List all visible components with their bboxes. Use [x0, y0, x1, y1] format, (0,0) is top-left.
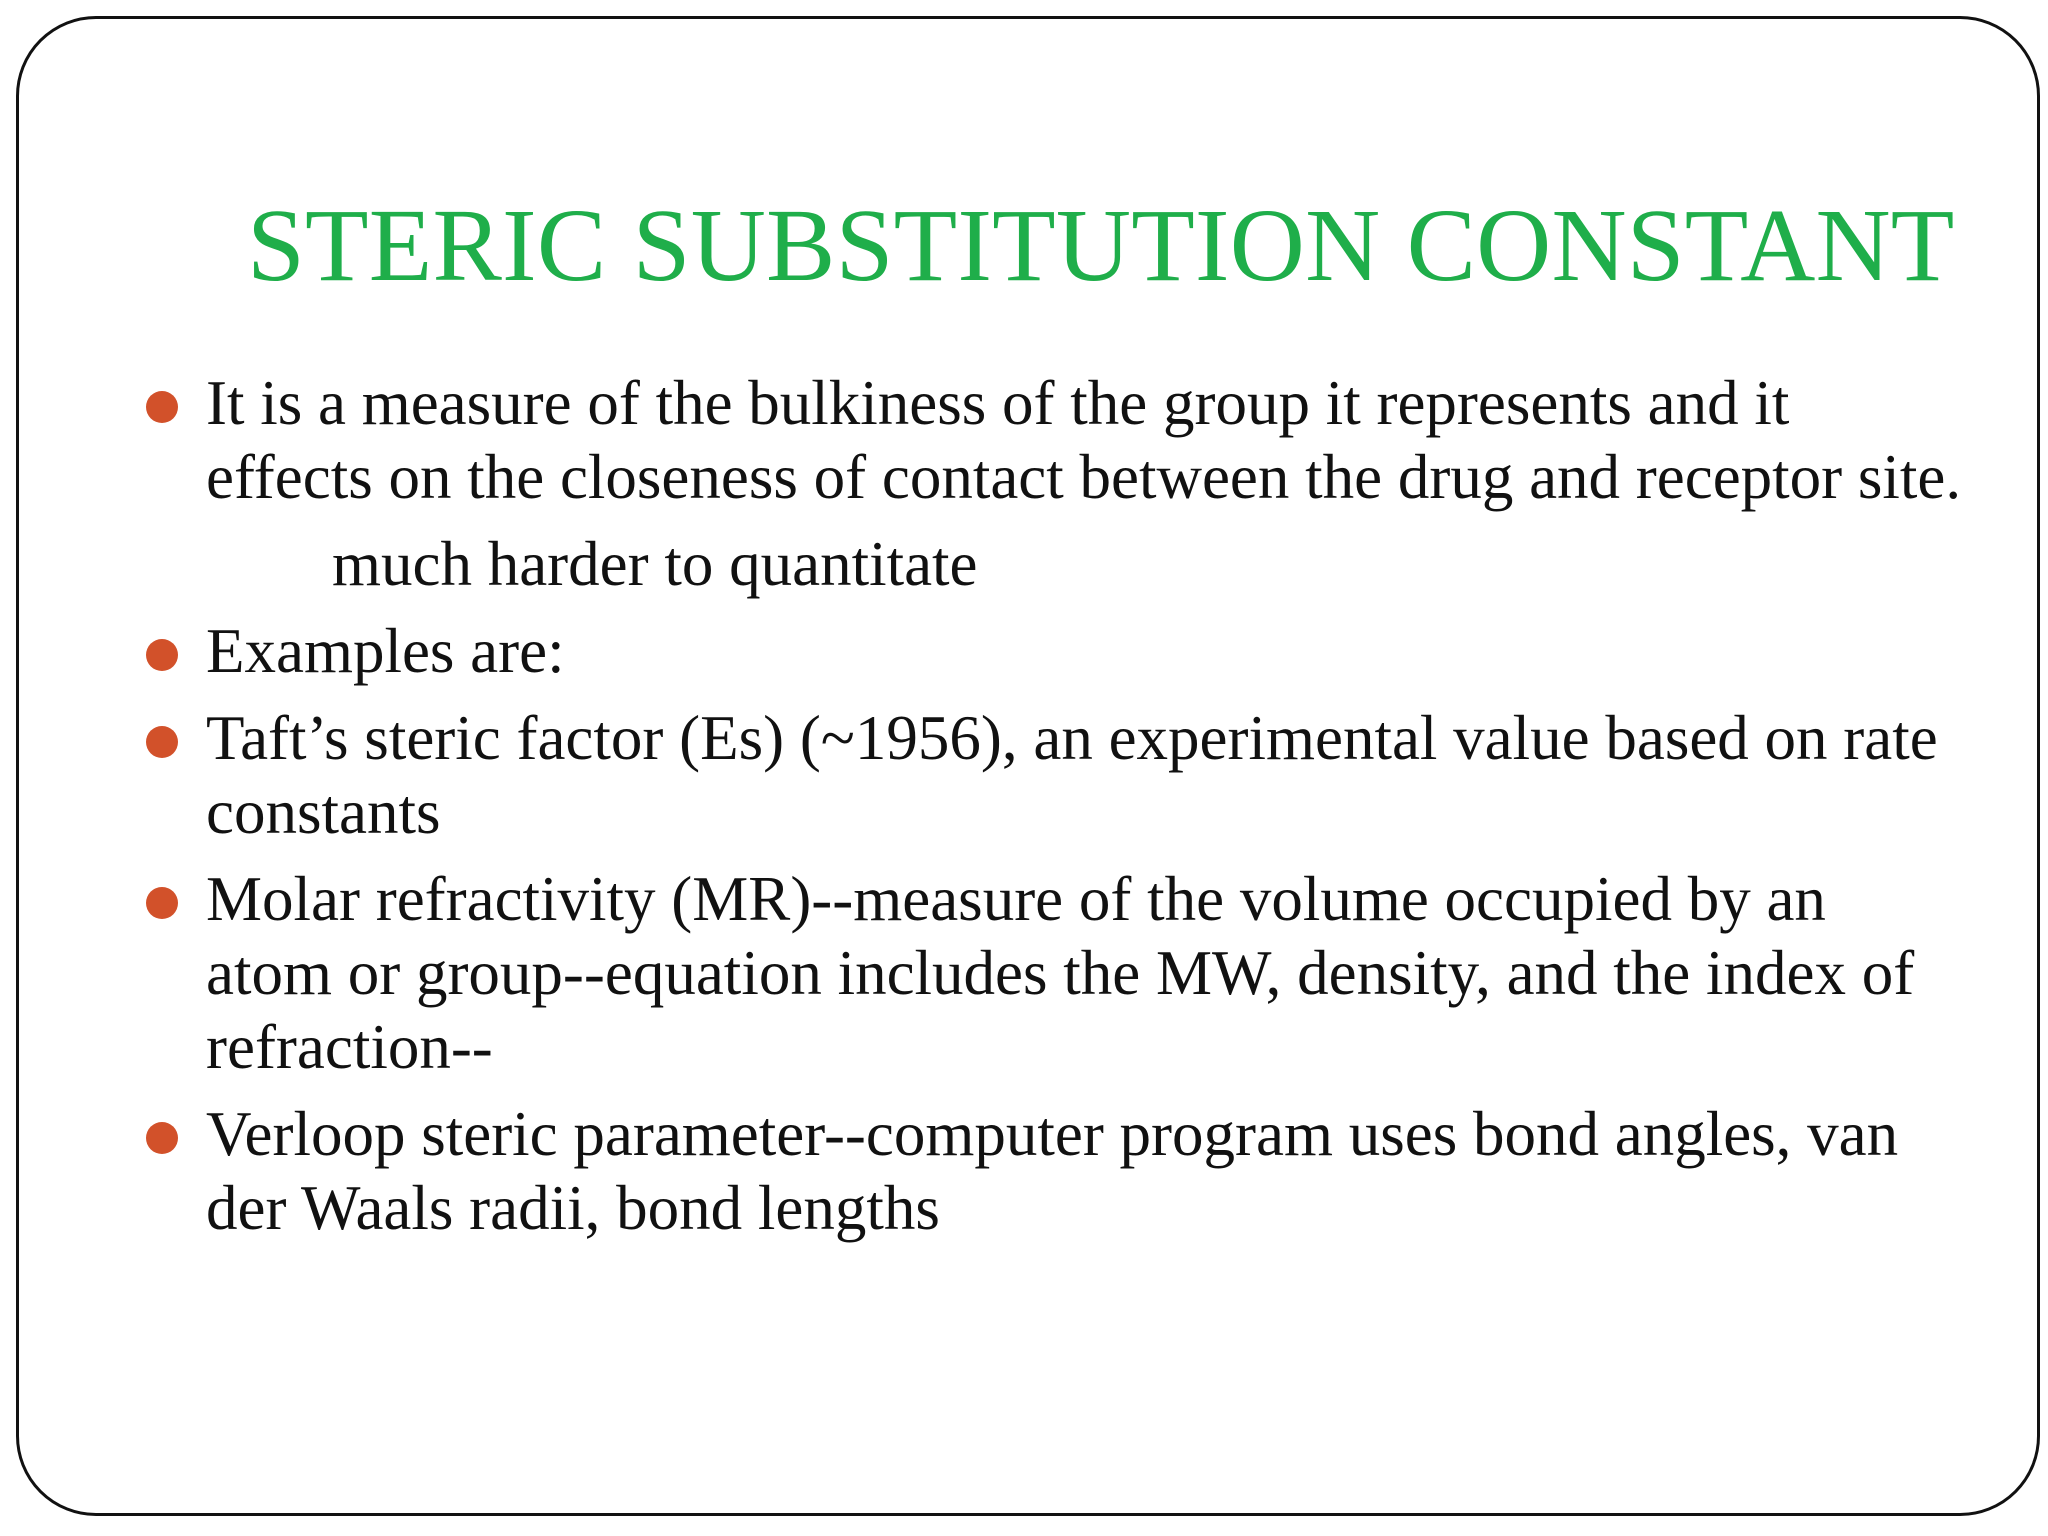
bullet-item-verloop — [146, 1097, 1966, 1245]
bullet-item-examples — [146, 614, 1966, 688]
bullet-item-taft — [146, 701, 1966, 849]
bullet-text: Verloop steric parameter--computer program uses bond angles, van der Waals radii, bond lengths — [206, 1099, 1899, 1243]
bullet-list — [146, 366, 1966, 1245]
bullet-text: It is a measure of the bulkiness of the group it represents and it effects on the closeness of contact between the drug and receptor site. — [206, 368, 1962, 512]
bullet-dot-icon — [146, 726, 178, 758]
bullet-dot-icon — [146, 639, 178, 671]
bullet-dot-icon — [146, 1122, 178, 1154]
slide-title: STERIC SUBSTITUTION CONSTANT — [247, 188, 1955, 303]
bullet-text: Molar refractivity (MR)--measure of the volume occupied by an atom or group--equation includes the MW, density, and the index of refraction-- — [206, 864, 1915, 1082]
bullet-dot-icon — [146, 887, 178, 919]
slide-frame — [16, 16, 2040, 1516]
bullet-text: Examples are: — [206, 616, 565, 686]
bullet-text: Taft’s steric factor (Es) (~1956), an experimental value based on rate constants — [206, 703, 1938, 847]
bullet-dot-icon — [146, 391, 178, 423]
bullet-item-steric-definition — [146, 366, 1966, 514]
bullet-item-molar-refractivity — [146, 862, 1966, 1084]
sub-note: much harder to quantitate — [332, 529, 978, 599]
